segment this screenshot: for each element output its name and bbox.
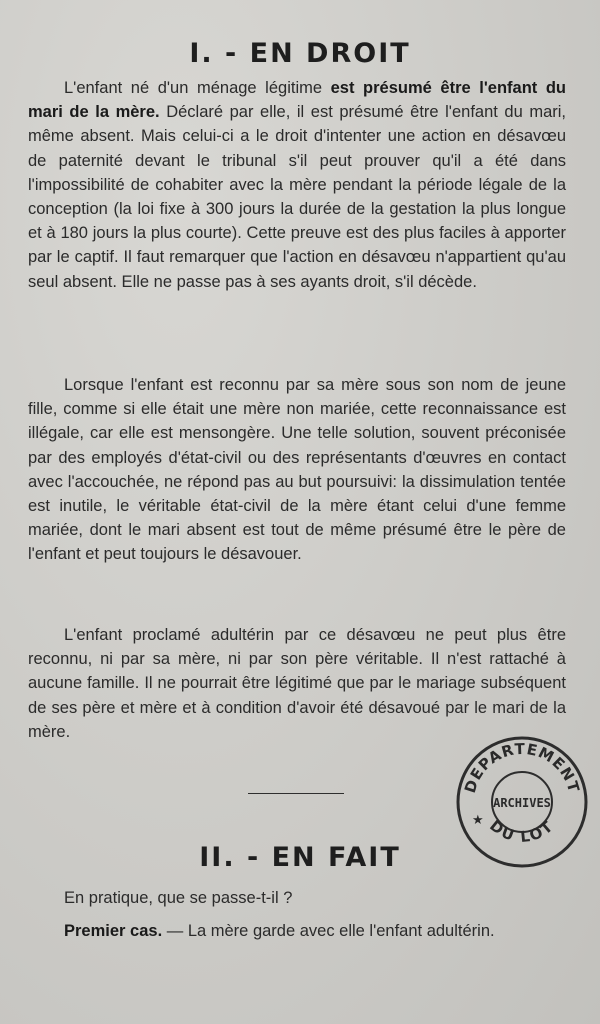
- stamp-top-text: DEPARTEMENT: [460, 739, 584, 796]
- paragraph-text: En pratique, que se passe-t-il ?: [64, 889, 293, 907]
- section-1-heading: I. - EN DROIT: [189, 38, 411, 69]
- svg-text:DEPARTEMENT: [461, 740, 583, 795]
- paragraph-text: Lorsque l'enfant est reconnu par sa mère sous son nom de jeune fille, comme si elle était une mère non mariée, cette reconnaissance est illégale, car elle est mensongère. Une telle solution, souvent préconisée par des employés d'état-civil ou des représentants d'œuvres en contact avec l'accouchée, ne répond pas au but poursuivi: la dissimulation tentée est inutile, le véritable état-civil de la mère étant celui d'une femme mariée, dont le mari absent est tout de même présumé être le père de l'enfant et peut toujours le désavouer.: [28, 376, 566, 564]
- section-1-paragraph-1: [28, 76, 566, 294]
- paragraph-text: Déclaré par elle, il est présumé être l'enfant du mari, même absent. Mais celui-ci a le droit d'intenter une action en désavœu de paternité devant le tribunal s'il peut prouver qu'il a été dans l'impossibilité de cohabiter avec la mère pendant la période légale de la conception (la loi fixe à 300 jours la durée de la gestation la plus longue et à 180 jours la plus courte). Cette preuve est des plus faciles à apporter par le captif. Il faut remarquer que l'action en désavœu n'appartient qu'au seul absent. Elle ne passe pas à ses ayants droit, s'il décède.: [28, 103, 566, 291]
- section-1-paragraph-3: [28, 623, 566, 744]
- paragraph-text: L'enfant né d'un ménage légitime: [64, 79, 331, 97]
- paragraph-text: — La mère garde avec elle l'enfant adultérin.: [162, 922, 495, 940]
- stamp-bottom-text: DU LOT: [486, 816, 558, 846]
- star-icon: ★: [472, 812, 484, 827]
- section-2-paragraph-1: [28, 886, 566, 910]
- paragraph-bold-text: est présumé être l'enfant du mari de la mère.: [28, 79, 567, 122]
- paragraph-bold-text: Premier cas.: [64, 922, 163, 940]
- section-divider: [248, 793, 344, 794]
- stamp-center-text: ARCHIVES: [493, 796, 551, 810]
- paragraph-text: L'enfant proclamé adultérin par ce désavœu ne peut plus être reconnu, ni par sa mère, ni par son père véritable. Il n'est rattaché à aucune famille. Il ne pourrait être légitimé que par le mariage subséquent de ses père et mère et à condition d'avoir été désavoué par le mari de la mère.: [28, 626, 566, 741]
- section-1-paragraph-2: [28, 373, 566, 567]
- section-2-heading: II. - EN FAIT: [199, 842, 401, 873]
- section-2-paragraph-2: [28, 919, 566, 943]
